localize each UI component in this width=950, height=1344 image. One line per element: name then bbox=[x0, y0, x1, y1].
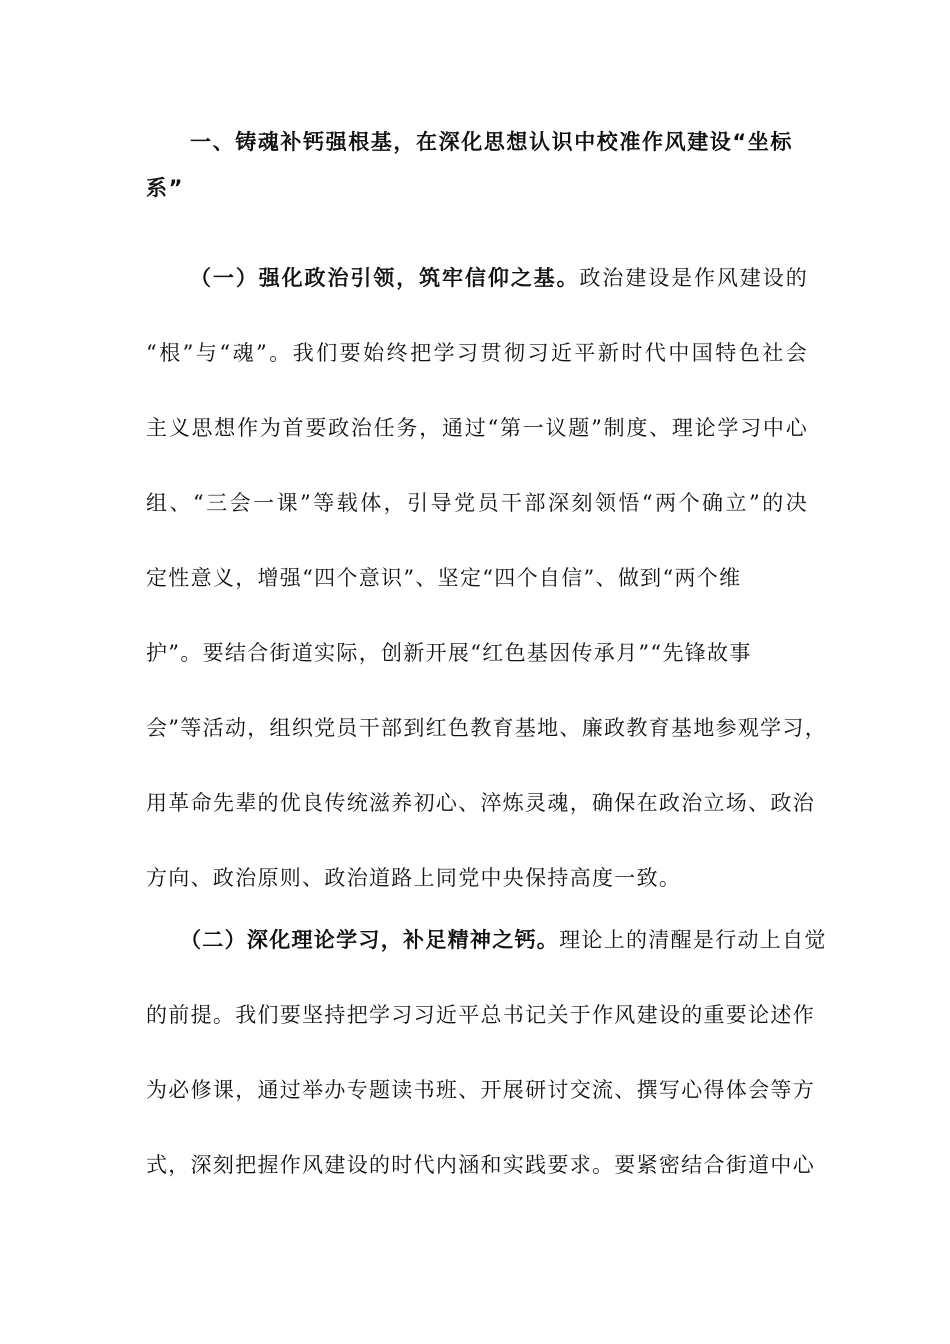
paragraph-2-title: （二）深化理论学习，补足精神之钙。 bbox=[180, 928, 560, 952]
section-heading-line-1: 一、铸魂补钙强根基，在深化思想认识中校准作风建设“坐标 bbox=[190, 130, 793, 154]
paragraph-1-line: 会”等活动，组织党员干部到红色教育基地、廉政教育基地参观学习， bbox=[146, 716, 828, 740]
paragraph-2-line: 的前提。我们要坚持把学习习近平总书记关于作风建设的重要论述作 bbox=[146, 1003, 815, 1027]
paragraph-1-line: 定性意义，增强“四个意识”、坚定“四个自信”、做到“两个维 bbox=[146, 566, 742, 590]
paragraph-1-line: 主义思想作为首要政治任务，通过“第一议题”制度、理论学习中心 bbox=[146, 416, 808, 440]
paragraph-1-text: 政治建设是作风建设的 bbox=[579, 266, 808, 290]
paragraph-1-first-line bbox=[190, 263, 808, 293]
paragraph-2-line: 式，深刻把握作风建设的时代内涵和实践要求。要紧密结合街道中心 bbox=[146, 1153, 815, 1177]
paragraph-2-line: 为必修课，通过举办专题读书班、开展研讨交流、撰写心得体会等方 bbox=[146, 1078, 815, 1102]
paragraph-2-text: 理论上的清醒是行动上自觉 bbox=[559, 928, 827, 952]
paragraph-1-line: 护”。要结合街道实际，创新开展“红色基因传承月”“先锋故事 bbox=[146, 641, 752, 665]
paragraph-1-line: 方向、政治原则、政治道路上同党中央保持高度一致。 bbox=[146, 866, 682, 890]
paragraph-1-line: 用革命先辈的优良传统滋养初心、淬炼灵魂，确保在政治立场、政治 bbox=[146, 791, 815, 815]
paragraph-1-title: （一）强化政治引领，筑牢信仰之基。 bbox=[190, 266, 580, 290]
paragraph-2-first-line bbox=[180, 925, 827, 955]
paragraph-1-line: “根”与“魂”。我们要始终把学习贯彻习近平新时代中国特色社会 bbox=[146, 341, 808, 365]
paragraph-1-line: 组、“三会一课”等载体，引导党员干部深刻领悟“两个确立”的决 bbox=[146, 491, 808, 515]
section-heading-line-2: 系” bbox=[146, 176, 185, 200]
